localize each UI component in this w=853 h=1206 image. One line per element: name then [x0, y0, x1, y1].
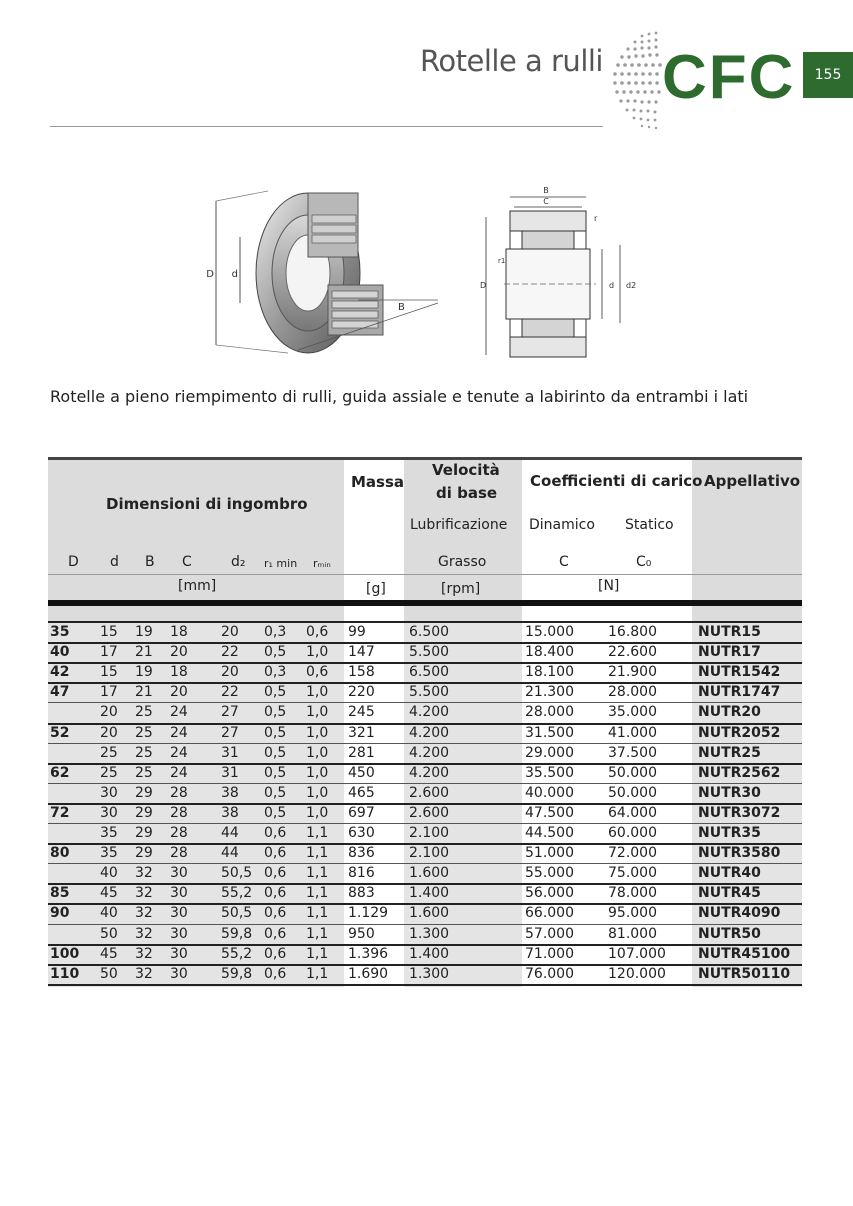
table-row: [48, 844, 802, 864]
cell-Cdyn: 29.000: [525, 744, 574, 761]
cell-r1: 0,6: [264, 825, 287, 841]
cell-speed: 6.500: [409, 624, 450, 640]
label-d: d: [231, 269, 238, 280]
cell-d2: 22: [221, 684, 239, 701]
cell-speed: 1.600: [409, 865, 450, 882]
col-C-header: C: [182, 554, 192, 570]
designation-header: Appellativo: [704, 472, 801, 490]
cell-C: 30: [170, 865, 188, 882]
cell-B: 25: [135, 744, 153, 761]
cell-name: NUTR15: [698, 624, 761, 640]
cell-d2: 50,5: [221, 865, 253, 882]
cell-d: 35: [100, 825, 118, 841]
cell-C: 24: [170, 704, 188, 721]
col-r1min-header: r₁ min: [264, 557, 298, 570]
cell-Cstat: 107.000: [608, 945, 666, 962]
cell-D: 62: [50, 764, 70, 781]
cell-mass: 630: [348, 825, 375, 841]
cell-Cdyn: 35.500: [525, 764, 574, 781]
cell-Cstat: 41.000: [608, 724, 657, 741]
cell-r1: 0,5: [264, 644, 287, 661]
cell-r: 0,6: [306, 624, 329, 640]
cell-d: 45: [100, 885, 118, 902]
cell-name: NUTR4090: [698, 905, 781, 922]
cell-d: 30: [100, 804, 118, 821]
cell-C: 18: [170, 624, 188, 640]
cell-mass: 883: [348, 885, 375, 902]
cell-r: 0,6: [306, 664, 329, 681]
dynamic-subheader: Dinamico: [529, 517, 595, 533]
col-C-dyn-header: C: [559, 554, 569, 570]
cell-B: 32: [135, 965, 153, 982]
cell-r1: 0,6: [264, 845, 287, 862]
cell-d2: 27: [221, 704, 239, 721]
cell-Cstat: 78.000: [608, 885, 657, 902]
cell-d2: 59,8: [221, 965, 253, 982]
cell-B: 21: [135, 644, 153, 661]
cell-d: 40: [100, 905, 118, 922]
cell-name: NUTR1542: [698, 664, 781, 681]
cell-d2: 20: [221, 664, 239, 681]
cell-B: 29: [135, 845, 153, 862]
cell-D: 85: [50, 885, 70, 902]
cell-B: 19: [135, 624, 153, 640]
cell-C: 24: [170, 764, 188, 781]
cell-r: 1,0: [306, 684, 329, 701]
product-description: Rotelle a pieno riempimento di rulli, guida assiale e tenute a labirinto da entrambi i lati: [50, 387, 749, 406]
cell-d2: 31: [221, 744, 239, 761]
cell-D: 72: [50, 804, 70, 821]
cell-r1: 0,6: [264, 885, 287, 902]
label-r1: r1: [498, 257, 506, 265]
cell-r: 1,1: [306, 945, 329, 962]
cell-r: 1,1: [306, 845, 329, 862]
label-B2: B: [543, 186, 549, 195]
cell-B: 32: [135, 865, 153, 882]
table-row: [48, 703, 802, 723]
cell-speed: 1.300: [409, 925, 450, 942]
cell-r1: 0,3: [264, 624, 287, 640]
table-row: [48, 643, 802, 663]
cell-d2: 20: [221, 624, 239, 640]
cell-r: 1,1: [306, 825, 329, 841]
cell-mass: 950: [348, 925, 375, 942]
cell-D: 90: [50, 905, 70, 922]
cell-D: 100: [50, 945, 80, 962]
cell-mass: 450: [348, 764, 375, 781]
table-row: [48, 623, 802, 643]
cell-d2: 44: [221, 825, 239, 841]
cell-d: 15: [100, 624, 118, 640]
cell-speed: 2.600: [409, 784, 450, 801]
col-rmin-header: rₘᵢₙ: [313, 557, 331, 570]
cell-r1: 0,6: [264, 945, 287, 962]
cell-mass: 465: [348, 784, 375, 801]
cell-d: 35: [100, 845, 118, 862]
mass-group-header: Massa: [351, 473, 405, 491]
unit-g: [g]: [366, 581, 386, 597]
cell-r1: 0,6: [264, 925, 287, 942]
cell-mass: 99: [348, 624, 366, 640]
static-subheader: Statico: [625, 517, 674, 533]
cell-C: 20: [170, 684, 188, 701]
cell-mass: 158: [348, 664, 375, 681]
row-divider: [48, 621, 802, 623]
cell-r1: 0,6: [264, 905, 287, 922]
cell-name: NUTR3072: [698, 804, 781, 821]
cell-D: 110: [50, 965, 80, 982]
cell-Cdyn: 71.000: [525, 945, 574, 962]
cell-mass: 697: [348, 804, 375, 821]
cell-Cdyn: 55.000: [525, 865, 574, 882]
cell-C: 20: [170, 644, 188, 661]
table-row: [48, 744, 802, 764]
cell-d: 40: [100, 865, 118, 882]
cfc-logo: CFC: [662, 43, 796, 112]
cell-d2: 38: [221, 784, 239, 801]
cell-C: 28: [170, 804, 188, 821]
table-row: [48, 764, 802, 784]
cell-d: 15: [100, 664, 118, 681]
cell-Cdyn: 57.000: [525, 925, 574, 942]
cell-name: NUTR40: [698, 865, 761, 882]
cell-mass: 1.396: [348, 945, 389, 962]
cell-r: 1,0: [306, 744, 329, 761]
cell-Cdyn: 47.500: [525, 804, 574, 821]
cell-speed: 1.400: [409, 945, 450, 962]
cell-name: NUTR20: [698, 704, 761, 721]
cell-C: 28: [170, 825, 188, 841]
cell-d: 17: [100, 684, 118, 701]
label-D: D: [206, 269, 214, 280]
cell-Cstat: 28.000: [608, 684, 657, 701]
table-row: [48, 864, 802, 884]
cell-speed: 2.100: [409, 825, 450, 841]
table-row: [48, 965, 802, 985]
cell-r1: 0,5: [264, 764, 287, 781]
cell-r1: 0,5: [264, 804, 287, 821]
bearing-cutaway-illustration: [208, 185, 448, 360]
cell-Cdyn: 56.000: [525, 885, 574, 902]
cell-Cstat: 120.000: [608, 965, 666, 982]
cell-Cdyn: 44.500: [525, 825, 574, 841]
cell-speed: 4.200: [409, 764, 450, 781]
cell-r: 1,0: [306, 784, 329, 801]
col-B-header: B: [145, 554, 155, 570]
cell-Cdyn: 18.100: [525, 664, 574, 681]
cell-Cstat: 81.000: [608, 925, 657, 942]
cell-C: 28: [170, 784, 188, 801]
cell-mass: 836: [348, 845, 375, 862]
cell-C: 30: [170, 945, 188, 962]
dot-pattern-graphic: [608, 28, 666, 132]
cell-r1: 0,5: [264, 744, 287, 761]
unit-rpm: [rpm]: [441, 581, 481, 597]
cell-d: 17: [100, 644, 118, 661]
cell-Cdyn: 66.000: [525, 905, 574, 922]
cell-B: 32: [135, 925, 153, 942]
cell-speed: 5.500: [409, 684, 450, 701]
table-row: [48, 824, 802, 844]
cell-d: 50: [100, 965, 118, 982]
cell-B: 25: [135, 704, 153, 721]
cell-speed: 2.600: [409, 804, 450, 821]
cell-r: 1,0: [306, 644, 329, 661]
table-body: [48, 623, 802, 987]
cell-name: NUTR2052: [698, 724, 781, 741]
label-d2: d2: [626, 281, 637, 290]
cell-d2: 38: [221, 804, 239, 821]
cell-Cstat: 16.800: [608, 624, 657, 640]
cell-name: NUTR25: [698, 744, 761, 761]
cell-Cdyn: 76.000: [525, 965, 574, 982]
cell-B: 32: [135, 885, 153, 902]
table-row: [48, 804, 802, 824]
cell-d: 25: [100, 764, 118, 781]
col-d-header: d: [110, 554, 119, 570]
cell-Cstat: 50.000: [608, 784, 657, 801]
cell-speed: 6.500: [409, 664, 450, 681]
cell-d2: 44: [221, 845, 239, 862]
cell-d2: 55,2: [221, 885, 253, 902]
cell-r1: 0,5: [264, 684, 287, 701]
cell-D: 80: [50, 845, 70, 862]
cell-r: 1,1: [306, 885, 329, 902]
cell-D: 35: [50, 624, 70, 640]
cell-C: 30: [170, 925, 188, 942]
cell-Cstat: 72.000: [608, 845, 657, 862]
table-row: [48, 904, 802, 924]
cell-B: 25: [135, 724, 153, 741]
speed-group-header-line1: Velocità: [432, 461, 500, 479]
cell-speed: 1.400: [409, 885, 450, 902]
cell-mass: 321: [348, 724, 375, 741]
cell-speed: 4.200: [409, 724, 450, 741]
page-title: Rotelle a rulli: [420, 44, 603, 78]
cell-B: 21: [135, 684, 153, 701]
cell-name: NUTR45: [698, 885, 761, 902]
cell-Cstat: 21.900: [608, 664, 657, 681]
cell-name: NUTR50: [698, 925, 761, 942]
cell-C: 30: [170, 885, 188, 902]
cell-name: NUTR17: [698, 644, 761, 661]
cell-r: 1,1: [306, 865, 329, 882]
cell-mass: 147: [348, 644, 375, 661]
col-d2-header: d₂: [231, 554, 246, 570]
cell-speed: 5.500: [409, 644, 450, 661]
label-r: r: [594, 214, 598, 223]
grease-subheader: Grasso: [438, 554, 487, 570]
cell-r1: 0,6: [264, 965, 287, 982]
cell-B: 29: [135, 825, 153, 841]
cell-C: 24: [170, 724, 188, 741]
cell-Cdyn: 15.000: [525, 624, 574, 640]
cell-name: NUTR35: [698, 825, 761, 841]
table-row: [48, 724, 802, 744]
cell-mass: 816: [348, 865, 375, 882]
cell-speed: 2.100: [409, 845, 450, 862]
unit-mm: [mm]: [178, 578, 217, 594]
title-underline: [50, 126, 603, 127]
cell-d: 20: [100, 724, 118, 741]
label-B: B: [398, 302, 405, 313]
col-D-header: D: [68, 554, 79, 570]
cell-mass: 1.129: [348, 905, 389, 922]
label-C: C: [543, 197, 549, 206]
cell-Cstat: 64.000: [608, 804, 657, 821]
units-separator: [48, 574, 802, 575]
cell-Cdyn: 21.300: [525, 684, 574, 701]
cell-r: 1,0: [306, 704, 329, 721]
cell-mass: 245: [348, 704, 375, 721]
cell-d2: 31: [221, 764, 239, 781]
cell-d2: 59,8: [221, 925, 253, 942]
cell-speed: 4.200: [409, 704, 450, 721]
table-row: [48, 925, 802, 945]
cell-C: 30: [170, 965, 188, 982]
cell-d2: 55,2: [221, 945, 253, 962]
cell-r: 1,1: [306, 965, 329, 982]
cell-D: 52: [50, 724, 70, 741]
unit-N: [N]: [598, 578, 620, 594]
cell-name: NUTR30: [698, 784, 761, 801]
cell-mass: 281: [348, 744, 375, 761]
label-d2-inner: d: [609, 281, 615, 290]
cell-d: 30: [100, 784, 118, 801]
cell-name: NUTR2562: [698, 764, 781, 781]
speed-group-header-line2: di base: [436, 484, 498, 502]
cell-d: 20: [100, 704, 118, 721]
cell-mass: 220: [348, 684, 375, 701]
cell-B: 32: [135, 945, 153, 962]
cell-C: 18: [170, 664, 188, 681]
table-row: [48, 683, 802, 703]
cell-Cdyn: 28.000: [525, 704, 574, 721]
cell-Cstat: 50.000: [608, 764, 657, 781]
cell-Cstat: 75.000: [608, 865, 657, 882]
load-group-header: Coefficienti di carico: [530, 472, 703, 490]
cell-r1: 0,5: [264, 724, 287, 741]
cell-Cdyn: 40.000: [525, 784, 574, 801]
cell-r: 1,0: [306, 804, 329, 821]
dims-group-header: Dimensioni di ingombro: [106, 495, 308, 513]
cell-d2: 22: [221, 644, 239, 661]
cell-r1: 0,6: [264, 865, 287, 882]
table-row: [48, 784, 802, 804]
cell-name: NUTR50110: [698, 965, 791, 982]
table-row: [48, 884, 802, 904]
page-number-badge: [803, 52, 853, 98]
specs-table: [48, 457, 802, 989]
table-row: [48, 945, 802, 965]
cell-Cdyn: 18.400: [525, 644, 574, 661]
cell-B: 32: [135, 905, 153, 922]
cell-name: NUTR3580: [698, 845, 781, 862]
cell-d: 45: [100, 945, 118, 962]
cell-Cdyn: 51.000: [525, 845, 574, 862]
lubrication-subheader: Lubrificazione: [410, 517, 508, 533]
cell-r: 1,0: [306, 764, 329, 781]
table-row: [48, 663, 802, 683]
cell-B: 19: [135, 664, 153, 681]
cell-r1: 0,5: [264, 784, 287, 801]
cell-d: 25: [100, 744, 118, 761]
cell-Cstat: 37.500: [608, 744, 657, 761]
cell-B: 29: [135, 804, 153, 821]
row-divider: [48, 984, 802, 986]
cell-r: 1,0: [306, 724, 329, 741]
cell-speed: 1.300: [409, 965, 450, 982]
label-D2: D: [480, 281, 487, 290]
col-C0-header: C₀: [636, 554, 652, 570]
bearing-section-drawing: [476, 183, 646, 363]
cell-d2: 27: [221, 724, 239, 741]
cell-d: 50: [100, 925, 118, 942]
cell-r1: 0,5: [264, 704, 287, 721]
cell-Cstat: 60.000: [608, 825, 657, 841]
cell-d2: 50,5: [221, 905, 253, 922]
cell-Cstat: 95.000: [608, 905, 657, 922]
cell-speed: 1.600: [409, 905, 450, 922]
page-number: 155: [814, 67, 842, 83]
cell-speed: 4.200: [409, 744, 450, 761]
cell-B: 29: [135, 784, 153, 801]
cell-C: 24: [170, 744, 188, 761]
cell-name: NUTR1747: [698, 684, 781, 701]
cell-name: NUTR45100: [698, 945, 791, 962]
cell-B: 25: [135, 764, 153, 781]
cell-Cstat: 22.600: [608, 644, 657, 661]
cell-mass: 1.690: [348, 965, 389, 982]
cell-D: 42: [50, 664, 70, 681]
cell-C: 30: [170, 905, 188, 922]
cell-r: 1,1: [306, 925, 329, 942]
cell-Cstat: 35.000: [608, 704, 657, 721]
cell-Cdyn: 31.500: [525, 724, 574, 741]
cell-D: 47: [50, 684, 70, 701]
cell-r1: 0,3: [264, 664, 287, 681]
cell-D: 40: [50, 644, 70, 661]
cell-r: 1,1: [306, 905, 329, 922]
cell-C: 28: [170, 845, 188, 862]
